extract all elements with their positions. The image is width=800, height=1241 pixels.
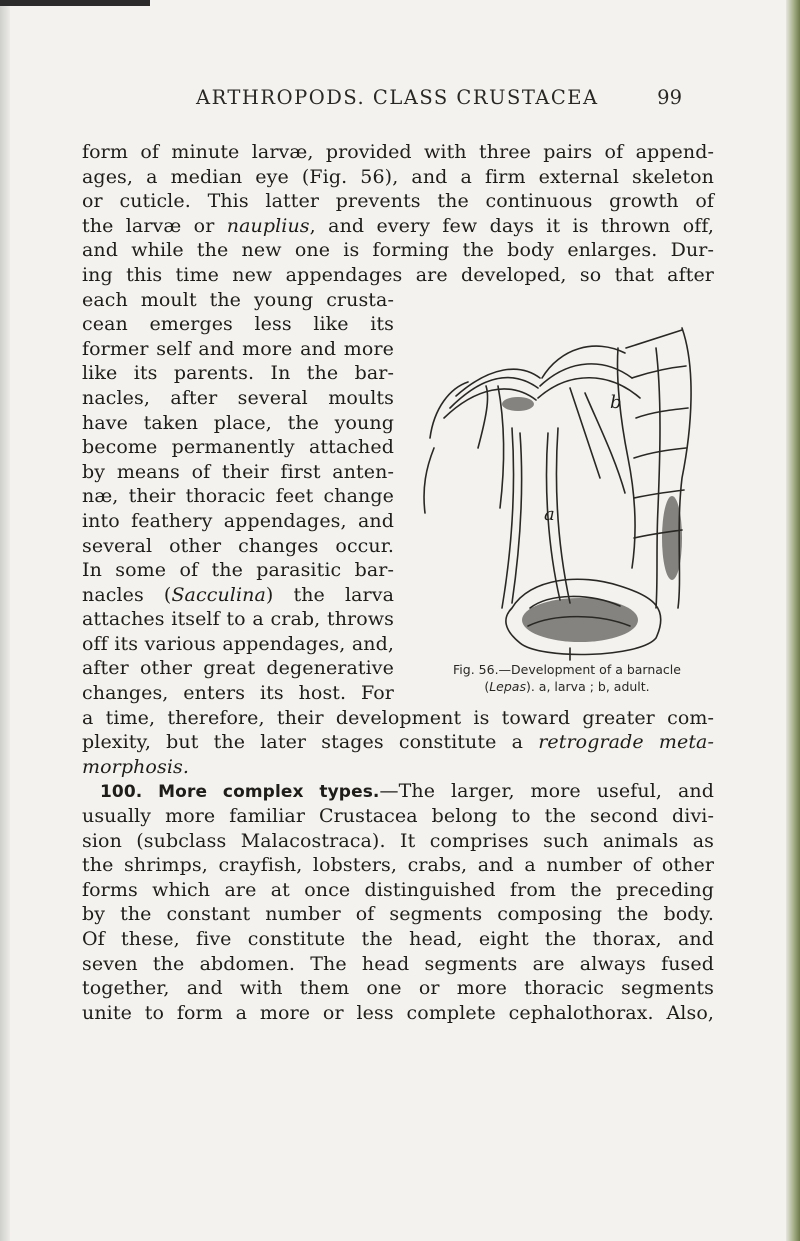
page-edge-top [0, 0, 150, 6]
text-line: the shrimps, crayfish, lobsters, crabs, and a number of other [82, 854, 714, 877]
text-line: into feathery appendages, and [82, 509, 394, 532]
text-line: together, and with them one or more thoracic segments [82, 977, 714, 1000]
text-line: seven the abdomen. The head segments are always fused [82, 952, 714, 975]
text-line: each moult the young crusta- [82, 288, 394, 311]
text-line: have taken place, the young [82, 411, 394, 434]
text-line: become permanently attached [82, 436, 394, 459]
text-line: forms which are at once distinguished from the preceding [82, 878, 714, 901]
text-line: changes, enters its host. For [82, 682, 394, 705]
text-line: sion (subclass Malacostraca). It comprises such animals as [82, 829, 714, 852]
text-line: a time, therefore, their development is toward greater com- [82, 706, 714, 729]
section-heading: 100. More complex types. [100, 782, 380, 803]
running-title: ARTHROPODS. CLASS CRUSTACEA [196, 86, 599, 109]
text-line: In some of the parasitic bar- [82, 559, 394, 582]
text-line: usually more familiar Crustacea belong to the second divi- [82, 805, 714, 828]
text-line: næ, their thoracic feet change [82, 485, 394, 508]
figure-caption [412, 661, 722, 695]
barnacle-figure [420, 308, 720, 663]
text-line: plexity, but the later stages constitute a retrograde meta- [82, 731, 714, 754]
caption-line-1: Fig. 56.—Development of a barnacle [453, 662, 681, 677]
caption-line-2: (Lepas). a, larva ; b, adult. [484, 679, 650, 694]
page-number: 99 [657, 86, 682, 109]
text-line: after other great degenerative [82, 657, 394, 680]
larva-stalk-outline [557, 428, 571, 603]
text-line: Of these, five constitute the head, eight the thorax, and [82, 928, 714, 950]
text-line: like its parents. In the bar- [82, 362, 394, 385]
text-line: ages, a median eye (Fig. 56), and a firm external skeleton [82, 165, 714, 188]
text-line: attaches itself to a crab, throws [82, 608, 394, 631]
text-line: nacles, after several moults [82, 386, 394, 409]
caption-genus: Lepas [489, 679, 526, 694]
text-line: by the constant number of segments composing the body. [82, 903, 714, 926]
term-nauplius: nauplius [226, 214, 310, 237]
page-edge-left [0, 0, 10, 1241]
text-line: unite to form a more or less complete cephalothorax. Also, [82, 1001, 714, 1024]
text-line: several other changes occur. [82, 534, 394, 557]
text-line: cean emerges less like its [82, 313, 394, 336]
section-heading-line: 100. More complex types.—The larger, more useful, and [100, 780, 714, 803]
text-line: off its various appendages, and, [82, 632, 394, 655]
text-line: morphosis. [82, 755, 189, 778]
page-edge-right [786, 0, 800, 1241]
term-retrograde: retrograde meta- [538, 731, 714, 754]
text-line: former self and more and more [82, 337, 394, 360]
label-b: b [610, 392, 622, 413]
text-line: ing this time new appendages are developed, so that after [82, 263, 714, 286]
text-line: form of minute larvæ, provided with three pairs of append- [82, 141, 714, 163]
text-line: nacles (Sacculina) the larva [82, 583, 394, 606]
text-line: or cuticle. This latter prevents the continuous growth of [82, 190, 714, 213]
label-a: a [544, 504, 555, 525]
text-line: the larvæ or nauplius, and every few days it is thrown off, [82, 214, 715, 237]
term-sacculina: Sacculina [171, 583, 266, 606]
text-line: and while the new one is forming the body enlarges. Dur- [82, 239, 714, 262]
text-line: by means of their first anten- [82, 460, 394, 483]
